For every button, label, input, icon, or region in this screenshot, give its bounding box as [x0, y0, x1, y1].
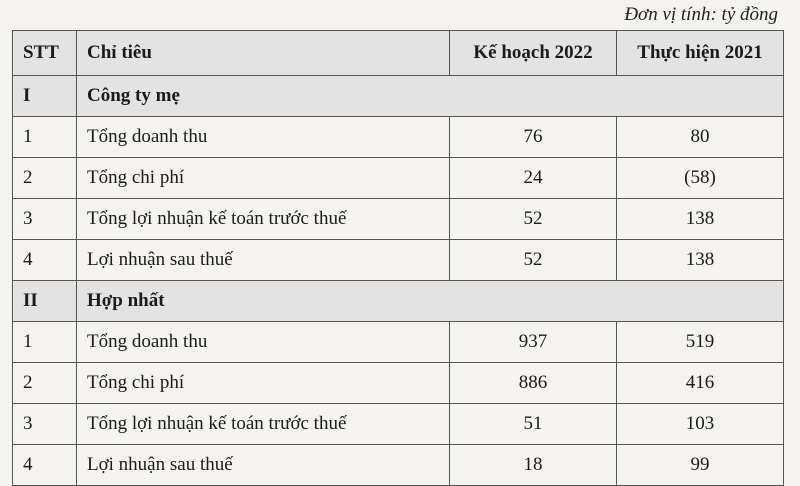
row-plan-2022: 886 [450, 363, 617, 404]
table-row [13, 117, 784, 158]
row-item: Tổng doanh thu [77, 322, 450, 363]
row-item: Lợi nhuận sau thuế [77, 445, 450, 486]
row-stt: 4 [13, 240, 77, 281]
table-row [13, 199, 784, 240]
row-item: Tổng lợi nhuận kế toán trước thuế [77, 199, 450, 240]
row-actual-2021: 99 [617, 445, 784, 486]
section-title: Công ty mẹ [77, 76, 784, 117]
header-thuc-hien: Thực hiện 2021 [617, 31, 784, 76]
section-stt: I [13, 76, 77, 117]
table-row [13, 445, 784, 486]
table-row [13, 240, 784, 281]
row-actual-2021: (58) [617, 158, 784, 199]
row-item: Tổng lợi nhuận kế toán trước thuế [77, 404, 450, 445]
row-plan-2022: 51 [450, 404, 617, 445]
row-plan-2022: 24 [450, 158, 617, 199]
row-actual-2021: 416 [617, 363, 784, 404]
row-item: Tổng chi phí [77, 158, 450, 199]
row-stt: 3 [13, 199, 77, 240]
row-item: Tổng doanh thu [77, 117, 450, 158]
header-chi-tieu: Chỉ tiêu [77, 31, 450, 76]
row-stt: 2 [13, 363, 77, 404]
row-actual-2021: 103 [617, 404, 784, 445]
row-plan-2022: 937 [450, 322, 617, 363]
table-row [13, 158, 784, 199]
row-plan-2022: 52 [450, 240, 617, 281]
row-stt: 2 [13, 158, 77, 199]
row-actual-2021: 138 [617, 199, 784, 240]
section-stt: II [13, 281, 77, 322]
row-plan-2022: 52 [450, 199, 617, 240]
header-ke-hoach: Kế hoạch 2022 [450, 31, 617, 76]
row-stt: 3 [13, 404, 77, 445]
row-stt: 1 [13, 117, 77, 158]
section-row-hop-nhat [13, 281, 784, 322]
section-title: Hợp nhất [77, 281, 784, 322]
row-stt: 4 [13, 445, 77, 486]
unit-note: Đơn vị tính: tỷ đồng [624, 4, 778, 25]
table-row [13, 363, 784, 404]
section-row-cong-ty-me [13, 76, 784, 117]
header-row [13, 31, 784, 76]
header-stt: STT [13, 31, 77, 76]
row-plan-2022: 76 [450, 117, 617, 158]
row-item: Tổng chi phí [77, 363, 450, 404]
row-item: Lợi nhuận sau thuế [77, 240, 450, 281]
row-actual-2021: 80 [617, 117, 784, 158]
row-actual-2021: 138 [617, 240, 784, 281]
plan-table [12, 30, 784, 486]
row-plan-2022: 18 [450, 445, 617, 486]
table-row [13, 404, 784, 445]
table-row [13, 322, 784, 363]
row-stt: 1 [13, 322, 77, 363]
row-actual-2021: 519 [617, 322, 784, 363]
